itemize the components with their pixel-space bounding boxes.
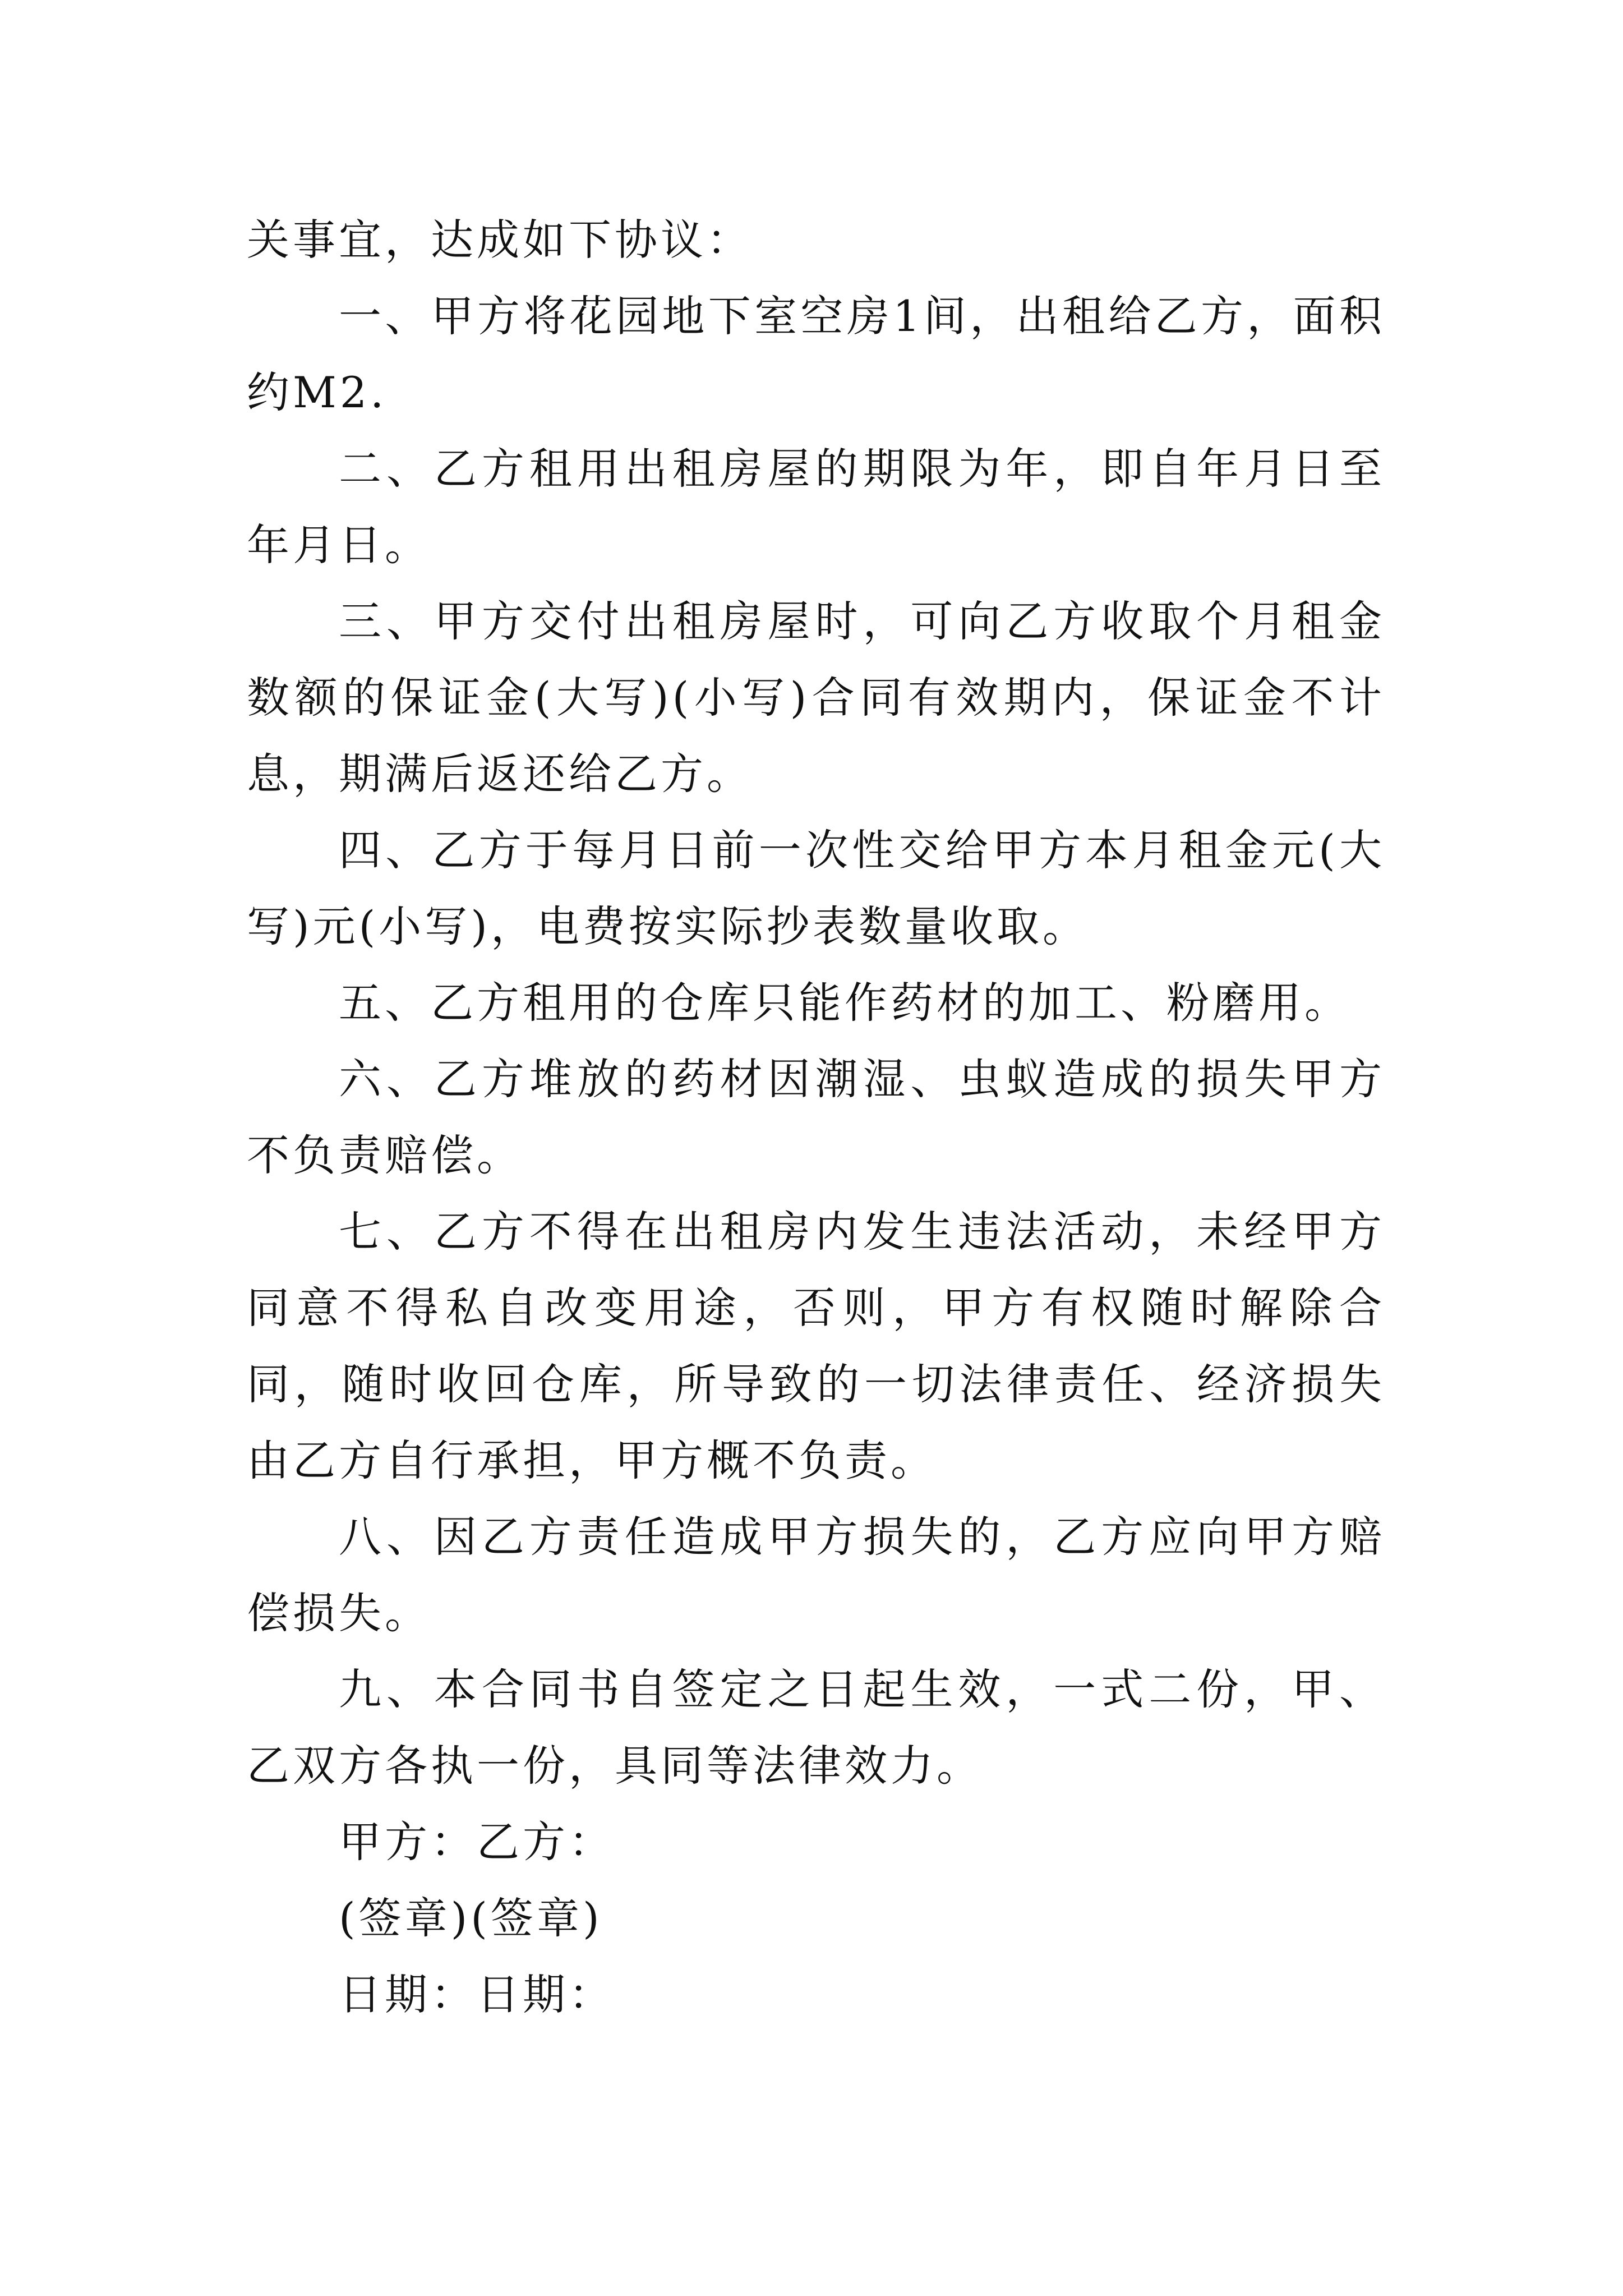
clause-9: 九、本合同书自签定之日起生效，一式二份，甲、乙双方各执一份，具同等法律效力。	[247, 1664, 1385, 1791]
signature-parties: 甲方：乙方：	[339, 1817, 615, 1867]
signature-dates: 日期：日期：	[339, 1970, 615, 2019]
signature-seals: (签章)(签章)	[339, 1893, 603, 1943]
intro-paragraph: 关事宜，达成如下协议：	[247, 215, 753, 265]
clause-1: 一、甲方将花园地下室空房1间，出租给乙方，面积约M2.	[247, 291, 1385, 417]
clause-8: 八、因乙方责任造成甲方损失的，乙方应向甲方赔偿损失。	[247, 1512, 1385, 1638]
clause-7: 七、乙方不得在出租房内发生违法活动，未经甲方同意不得私自改变用途，否则，甲方有权随时解除合同，随时收回仓库，所导致的一切法律责任、经济损失由乙方自行承担，甲方概不负责。	[247, 1207, 1385, 1485]
clause-5: 五、乙方租用的仓库只能作药材的加工、粉磨用。	[339, 978, 1350, 1028]
clause-2: 二、乙方租用出租房屋的期限为年，即自年月日至年月日。	[247, 444, 1385, 570]
clause-6: 六、乙方堆放的药材因潮湿、虫蚁造成的损失甲方不负责赔偿。	[247, 1054, 1385, 1180]
contract-body	[247, 202, 1385, 2033]
clause-4: 四、乙方于每月日前一次性交给甲方本月租金元(大写)元(小写)，电费按实际抄表数量收取。	[247, 825, 1385, 951]
clause-3: 三、甲方交付出租房屋时，可向乙方收取个月租金数额的保证金(大写)(小写)合同有效期内，保证金不计息，期满后返还给乙方。	[247, 596, 1385, 799]
